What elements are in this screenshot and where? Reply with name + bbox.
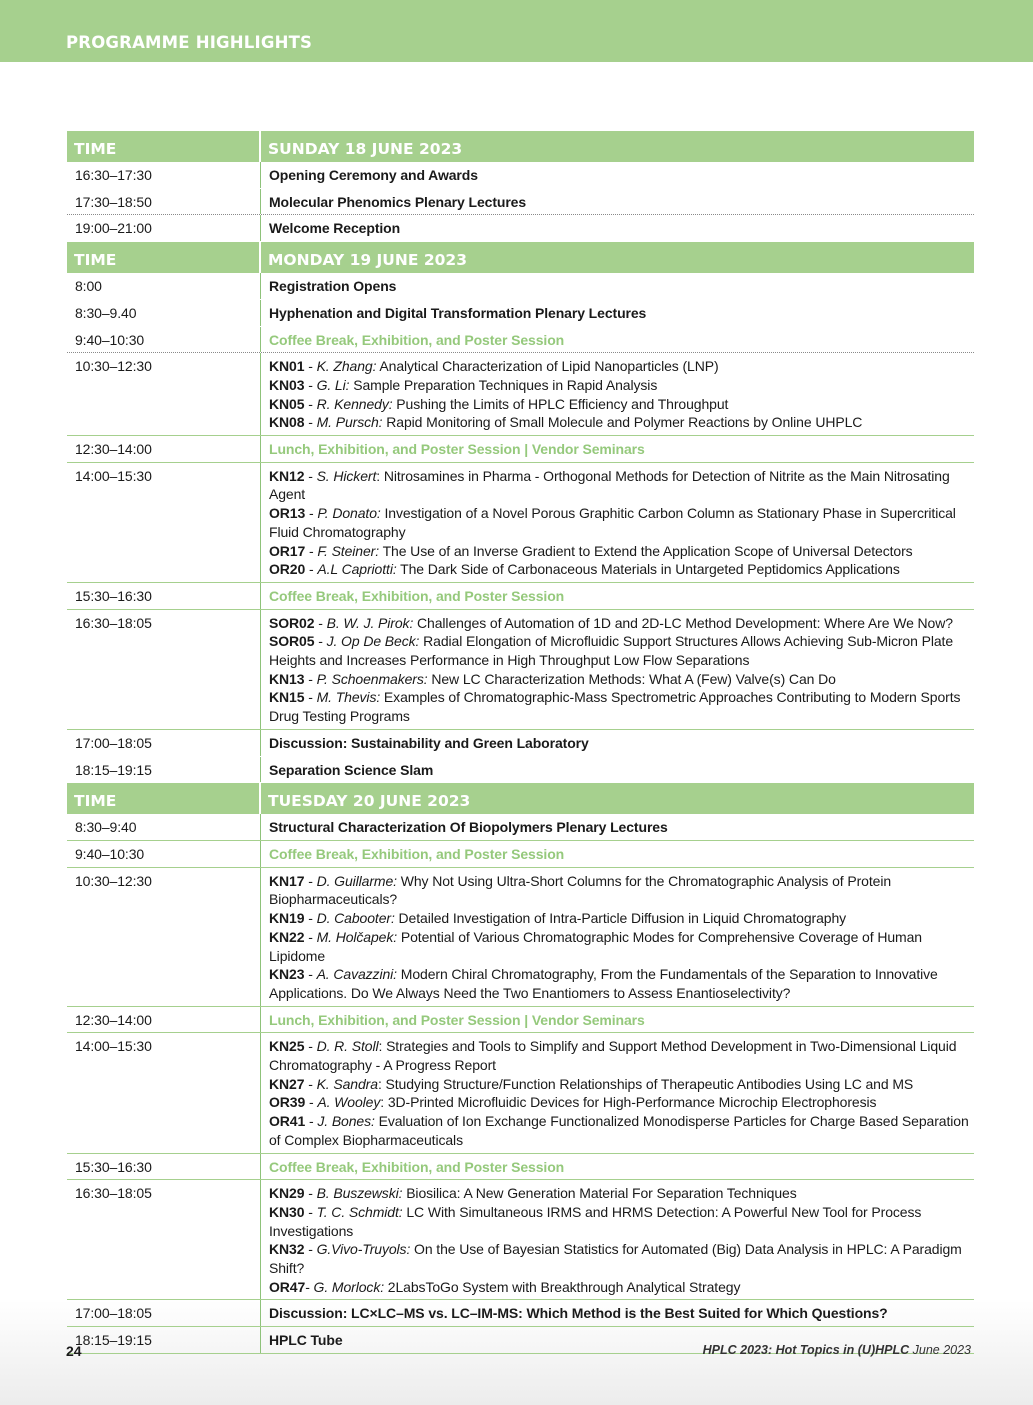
talk-entry	[269, 1240, 970, 1277]
talk-entry	[269, 560, 970, 579]
talk-code: KN27	[269, 1075, 305, 1092]
session-row	[67, 327, 974, 354]
talk-separator: -	[304, 467, 317, 484]
session-title: HPLC Tube	[269, 1332, 343, 1349]
session-time: 16:30–17:30	[67, 162, 261, 188]
talk-author: M. Thevis:	[316, 689, 381, 706]
session-row	[67, 353, 974, 436]
talk-separator: -	[304, 670, 317, 687]
talk-title: : Studying Structure/Function Relationships of Therapeutic Antibodies Using LC and MS	[377, 1075, 914, 1092]
session-row	[67, 610, 974, 730]
talk-entry	[269, 1075, 970, 1094]
talk-title: Sample Preparation Techniques in Rapid Analysis	[349, 376, 658, 393]
session-time: 17:30–18:50	[67, 189, 261, 215]
talk-author: F. Steiner:	[317, 542, 380, 559]
talk-code: KN32	[269, 1241, 305, 1258]
talk-separator: -	[304, 395, 317, 412]
session-content	[261, 868, 974, 1006]
talk-code: OR39	[269, 1094, 306, 1111]
talk-separator: -	[305, 542, 318, 559]
talk-author: A. Cavazzini:	[316, 966, 397, 983]
session-row	[67, 436, 974, 463]
talk-author: K. Sandra	[316, 1075, 378, 1092]
talk-title: Radial Elongation of Microfluidic Support Structures Allows Achieving Sub-Micron Plate Heights and Increases Performance in High Throughput Low Flow Separations	[269, 633, 954, 669]
talk-author: A. Wooley	[317, 1094, 381, 1111]
session-row	[67, 757, 974, 784]
talk-title: Pushing the Limits of HPLC Efficiency and Throughput	[392, 395, 729, 412]
talk-separator: -	[304, 376, 317, 393]
session-title: Discussion: Sustainability and Green Laboratory	[269, 734, 589, 751]
talk-entry	[269, 965, 970, 1002]
session-time: 17:00–18:05	[67, 1300, 261, 1326]
session-time: 17:00–18:05	[67, 730, 261, 756]
session-content	[261, 1033, 974, 1152]
talk-code: KN17	[269, 872, 305, 889]
session-title: Registration Opens	[269, 278, 397, 295]
session-row	[67, 1007, 974, 1034]
session-time: 14:00–15:30	[67, 1033, 261, 1152]
time-column-header: TIME	[67, 242, 261, 273]
day-date-header: TUESDAY 20 JUNE 2023	[268, 792, 471, 811]
talk-entry	[269, 1037, 970, 1074]
talk-title: Why Not Using Ultra-Short Columns for the Chromatographic Analysis of Protein Biopharmaceuticals?	[269, 872, 892, 908]
talk-author: G.Vivo-Truyols:	[316, 1241, 411, 1258]
talk-separator: -	[304, 689, 317, 706]
session-title: Coffee Break, Exhibition, and Poster Session	[269, 331, 565, 348]
talk-separator: -	[305, 1113, 318, 1130]
talk-author: J. Op De Beck:	[326, 633, 420, 650]
talk-code: KN30	[269, 1203, 305, 1220]
session-row	[67, 1033, 974, 1153]
session-row	[67, 868, 974, 1007]
talk-title: Examples of Chromatographic-Mass Spectrometric Approaches Contributing to Modern Sports Drug Testing Programs	[269, 689, 961, 725]
talk-code: KN05	[269, 395, 305, 412]
talk-entry	[269, 1184, 970, 1203]
session-content	[261, 1180, 974, 1299]
talk-entry	[269, 395, 970, 414]
session-content	[261, 757, 974, 783]
talk-entry	[269, 670, 970, 689]
talk-separator: -	[305, 1094, 318, 1111]
talk-entry	[269, 1093, 970, 1112]
talk-separator: -	[304, 358, 317, 375]
talk-entry	[269, 688, 970, 725]
talk-code: KN19	[269, 910, 305, 927]
talk-code: SOR02	[269, 614, 315, 631]
talk-code: KN23	[269, 966, 305, 983]
talk-separator: -	[304, 1241, 317, 1258]
session-content	[261, 730, 974, 756]
talk-code: KN13	[269, 670, 305, 687]
talk-title: : Strategies and Tools to Simplify and Support Method Development in Two-Dimensional Liquid Chromatography - A Progress Report	[269, 1038, 957, 1074]
talk-code: KN01	[269, 358, 305, 375]
session-row	[67, 1154, 974, 1181]
talk-entry	[269, 504, 970, 541]
talk-author: S. Hickert	[316, 467, 377, 484]
session-row	[67, 1300, 974, 1327]
time-column-header: TIME	[67, 783, 261, 814]
talk-separator: -	[304, 1075, 317, 1092]
session-content	[261, 841, 974, 867]
session-content	[261, 814, 974, 840]
talk-title: On the Use of Bayesian Statistics for Automated (Big) Data Analysis in HPLC: A Paradigm Shift?	[269, 1241, 962, 1277]
session-time: 8:30–9.40	[67, 300, 261, 326]
talk-title: New LC Characterization Methods: What A (Few) Valve(s) Can Do	[427, 670, 836, 687]
talk-code: OR41	[269, 1113, 306, 1130]
journal-footer	[703, 1343, 971, 1357]
session-content	[261, 273, 974, 299]
talk-separator: -	[304, 1038, 317, 1055]
session-content	[261, 1300, 974, 1326]
journal-title: HPLC 2023: Hot Topics in (U)HPLC	[702, 1343, 910, 1357]
talk-separator: -	[305, 1278, 314, 1295]
talk-code: KN03	[269, 376, 305, 393]
session-title: Coffee Break, Exhibition, and Poster Session	[269, 587, 565, 604]
talk-entry	[269, 376, 970, 395]
session-content	[261, 436, 974, 462]
session-time: 19:00–21:00	[67, 215, 261, 241]
talk-code: OR47	[269, 1278, 306, 1295]
session-content	[261, 189, 974, 215]
talk-title: Evaluation of Ion Exchange Functionalized Monodisperse Particles for Charge Based Separation of Complex Biopharmaceuticals	[269, 1113, 969, 1148]
day-header	[67, 131, 974, 162]
session-title: Lunch, Exhibition, and Poster Session | Vendor Seminars	[269, 441, 645, 458]
talk-author: P. Donato:	[317, 505, 381, 522]
session-time: 18:15–19:15	[67, 1327, 261, 1353]
session-title: Separation Science Slam	[269, 761, 434, 778]
session-title: Hyphenation and Digital Transformation Plenary Lectures	[269, 304, 647, 321]
talk-title: Potential of Various Chromatographic Modes for Comprehensive Coverage of Human Lipidome	[269, 928, 922, 964]
session-row	[67, 189, 974, 216]
session-content	[261, 1154, 974, 1180]
session-time: 15:30–16:30	[67, 1154, 261, 1180]
session-row	[67, 841, 974, 868]
talk-author: B. Buszewski:	[316, 1185, 403, 1202]
session-title: Structural Characterization Of Biopolymers Plenary Lectures	[269, 819, 668, 836]
session-time: 12:30–14:00	[67, 436, 261, 462]
day-header	[67, 783, 974, 814]
talk-author: G. Li:	[316, 376, 350, 393]
talk-title: 2LabsToGo System with Breakthrough Analytical Strategy	[384, 1278, 741, 1295]
session-content	[261, 162, 974, 188]
talk-author: T. C. Schmidt:	[316, 1203, 403, 1220]
session-time: 16:30–18:05	[67, 610, 261, 729]
banner-title: PROGRAMME HIGHLIGHTS	[66, 33, 313, 52]
talk-separator: -	[304, 872, 317, 889]
talk-code: OR17	[269, 542, 306, 559]
session-title: Coffee Break, Exhibition, and Poster Session	[269, 845, 565, 862]
talk-code: KN08	[269, 414, 305, 431]
session-time: 10:30–12:30	[67, 353, 261, 435]
session-title: Opening Ceremony and Awards	[269, 167, 478, 183]
header-banner	[0, 0, 1033, 62]
talk-separator: -	[305, 561, 318, 578]
talk-author: G. Morlock:	[313, 1278, 385, 1295]
session-content	[261, 463, 974, 582]
talk-title: LC With Simultaneous IRMS and HRMS Detection: A Powerful New Tool for Process Investigations	[269, 1203, 922, 1239]
session-time: 9:40–10:30	[67, 327, 261, 353]
talk-entry	[269, 467, 970, 504]
session-time: 9:40–10:30	[67, 841, 261, 867]
talk-title: The Dark Side of Carbonaceous Materials in Untargeted Peptidomics Applications	[396, 561, 900, 578]
talk-title: Biosilica: A New Generation Material For Separation Techniques	[402, 1185, 797, 1202]
session-time: 18:15–19:15	[67, 757, 261, 783]
time-column-header: TIME	[67, 131, 261, 162]
session-time: 15:30–16:30	[67, 583, 261, 609]
journal-date: June 2023	[909, 1343, 971, 1357]
day-date-header: MONDAY 19 JUNE 2023	[268, 251, 467, 270]
talk-title: Detailed Investigation of Intra-Particle Diffusion in Liquid Chromatography	[394, 910, 847, 927]
talk-entry	[269, 1112, 970, 1149]
talk-separator: -	[304, 910, 317, 927]
talk-entry	[269, 542, 970, 561]
talk-code: KN22	[269, 928, 305, 945]
talk-title: : Nitrosamines in Pharma - Orthogonal Methods for Detection of Nitrite as the Main Nitrosating Agent	[269, 467, 950, 503]
talk-title: : 3D-Printed Microfluidic Devices for High-Performance Microchip Electrophoresis	[380, 1094, 877, 1111]
talk-entry	[269, 632, 970, 669]
talk-code: KN12	[269, 467, 305, 484]
talk-author: P. Schoenmakers:	[316, 670, 428, 687]
talk-separator: -	[304, 928, 317, 945]
talk-title: Investigation of a Novel Porous Graphitic Carbon Column as Stationary Phase in Supercritical Fluid Chromatography	[269, 505, 956, 540]
session-time: 8:00	[67, 273, 261, 299]
talk-author: B. W. J. Pirok:	[326, 614, 414, 631]
talk-entry	[269, 872, 970, 909]
talk-separator: -	[314, 614, 327, 631]
talk-entry	[269, 909, 970, 928]
session-row	[67, 300, 974, 327]
talk-title: Modern Chiral Chromatography, From the Fundamentals of the Separation to Innovative Applications. Do We Always Need the Two Enantiomers to Assess Enantioselectivity?	[269, 966, 938, 1001]
talk-entry	[269, 1203, 970, 1240]
talk-author: D. R. Stoll	[316, 1038, 379, 1055]
talk-author: M. Pursch:	[316, 414, 383, 431]
talk-separator: -	[314, 633, 327, 650]
talk-separator: -	[304, 966, 317, 983]
session-content	[261, 327, 974, 353]
talk-entry	[269, 614, 970, 633]
session-row	[67, 814, 974, 841]
session-title: Welcome Reception	[269, 220, 401, 237]
talk-separator: -	[304, 1185, 317, 1202]
session-title: Molecular Phenomics Plenary Lectures	[269, 193, 527, 210]
talk-separator: -	[304, 414, 317, 431]
talk-code: SOR05	[269, 633, 315, 650]
talk-code: KN29	[269, 1185, 305, 1202]
talk-code: OR20	[269, 561, 306, 578]
session-title: Lunch, Exhibition, and Poster Session | Vendor Seminars	[269, 1011, 645, 1028]
day-date-header: SUNDAY 18 JUNE 2023	[268, 140, 463, 158]
session-row	[67, 463, 974, 583]
talk-author: M. Holčapek:	[316, 928, 398, 945]
session-content	[261, 1007, 974, 1033]
session-row	[67, 162, 974, 189]
session-content	[261, 215, 974, 241]
session-row	[67, 583, 974, 610]
talk-title: Analytical Characterization of Lipid Nanoparticles (LNP)	[376, 358, 719, 375]
session-row	[67, 215, 974, 242]
programme-table	[67, 131, 974, 1354]
talk-separator: -	[305, 505, 318, 522]
session-content	[261, 300, 974, 326]
talk-code: OR13	[269, 505, 306, 522]
session-content	[261, 583, 974, 609]
page-number: 24	[66, 1343, 82, 1359]
talk-code: KN25	[269, 1038, 305, 1055]
talk-author: R. Kennedy:	[316, 395, 393, 412]
session-time: 14:00–15:30	[67, 463, 261, 582]
talk-title: Rapid Monitoring of Small Molecule and Polymer Reactions by Online UHPLC	[382, 414, 863, 431]
talk-author: J. Bones:	[317, 1113, 375, 1130]
session-row	[67, 1180, 974, 1300]
session-time: 8:30–9:40	[67, 814, 261, 840]
talk-entry	[269, 357, 970, 376]
session-title: Coffee Break, Exhibition, and Poster Session	[269, 1158, 565, 1175]
talk-author: A.L Capriotti:	[317, 561, 397, 578]
talk-author: D. Guillarme:	[316, 872, 397, 889]
talk-entry	[269, 413, 970, 432]
talk-entry	[269, 928, 970, 965]
talk-title: The Use of an Inverse Gradient to Extend the Application Scope of Universal Detectors	[379, 542, 913, 559]
session-time: 16:30–18:05	[67, 1180, 261, 1299]
day-header	[67, 242, 974, 273]
session-row	[67, 273, 974, 300]
session-time: 10:30–12:30	[67, 868, 261, 1006]
talk-title: Challenges of Automation of 1D and 2D-LC Method Development: Where Are We Now?	[413, 614, 953, 631]
session-row	[67, 730, 974, 757]
talk-entry	[269, 1278, 970, 1297]
talk-code: KN15	[269, 689, 305, 706]
talk-author: D. Cabooter:	[316, 910, 395, 927]
session-content	[261, 353, 974, 435]
session-content	[261, 610, 974, 729]
session-time: 12:30–14:00	[67, 1007, 261, 1033]
talk-author: K. Zhang:	[316, 358, 377, 375]
talk-separator: -	[304, 1203, 317, 1220]
session-title: Discussion: LC×LC–MS vs. LC–IM-MS: Which Method is the Best Suited for Which Questions?	[269, 1305, 888, 1322]
